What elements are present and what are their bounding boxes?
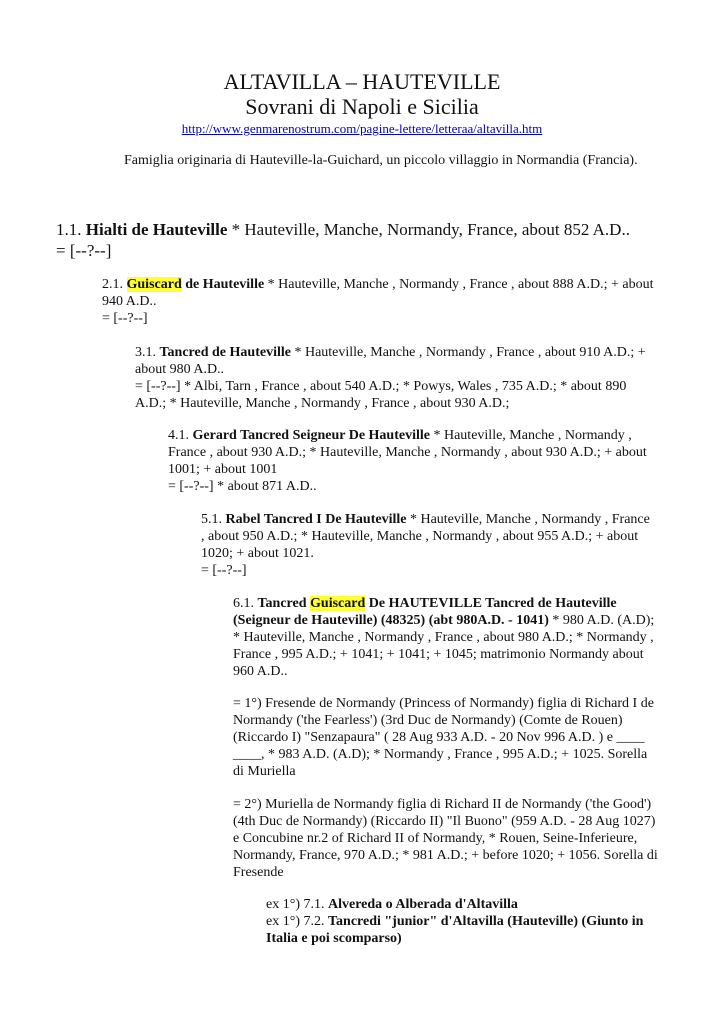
- document-title: ALTAVILLA – HAUTEVILLE: [223, 69, 501, 94]
- entry-name: Gerard Tancred Seigneur De Hauteville: [192, 428, 430, 443]
- child-name: Alvereda o Alberada d'Altavilla: [327, 897, 518, 912]
- entry-details: * Hauteville, Manche , Normandy , France , about 888 A.D.; + about 940 A.D..: [102, 277, 654, 309]
- child-entry: [266, 896, 656, 913]
- entry-spouse: = [--?--]: [102, 311, 148, 326]
- entry-number: 2.1.: [102, 277, 127, 292]
- entry-details: * Hauteville, Manche , Normandy , France , about 910 A.D.; + about 980 A.D..: [135, 345, 646, 377]
- genealogy-entry-2-1: [102, 276, 662, 327]
- entry-spouse: = [--?--]: [201, 563, 247, 578]
- marriage-2: = 2°) Muriella de Normandy figlia di Richard II de Normandy ('the Good') (4th Duc de Normandy) (Riccardo II) "Il Buono" (959 A.D. - 28 Aug 1027) e Concubine nr.2 of Richard II of Normandy, * Rouen, Seine-Inferieure, Normandy, France, 970 A.D.; * 981 A.D.; + before 1020; + 1056. Sorella di Fresende: [233, 797, 658, 880]
- entry-spouse: = [--?--]: [56, 241, 112, 260]
- entry-details: * 980 A.D. (A.D); * Hauteville, Manche , Normandy , France , about 980 A.D.; * Normandy , France , 995 A.D.; + 1041; + 1041; + 1045; matrimonio Normandy about 960 A.D..: [233, 613, 655, 679]
- child-name: Tancredi "junior" d'Altavilla (Hauteville) (Giunto in Italia e poi scomparso): [266, 914, 644, 946]
- entry-spouse: = [--?--] * Albi, Tarn , France , about 540 A.D.; * Powys, Wales , 735 A.D.; * about 890 A.D.; * Hauteville, Manche , Normandy , France , about 930 A.D.;: [135, 379, 627, 411]
- marriage-1: = 1°) Fresende de Normandy (Princess of Normandy) figlia di Richard I de Normandy ('the Fearless') (3rd Duc de Normandy) (Comte de Rouen) (Riccardo I) "Senzapaura" ( 28 Aug 933 A.D. - 20 Nov 996 A.D. ) e ____ ____, * 983 A.D. (A.D); * Normandy , France , 995 A.D.; + 1025. Sorella di Muriella: [233, 696, 654, 779]
- entry-name: Hialti de Hauteville: [85, 220, 228, 239]
- genealogy-entry-5-1: [201, 511, 656, 579]
- child-prefix: ex 1°) 7.1.: [266, 897, 328, 912]
- entry-details: * Hauteville, Manche, Normandy, France, about 852 A.D..: [227, 220, 630, 239]
- source-link[interactable]: http://www.genmarenostrum.com/pagine-lettere/letteraa/altavilla.htm: [181, 121, 543, 136]
- children-list: [266, 896, 656, 947]
- entry-name: Tancred de Hauteville: [159, 345, 291, 360]
- intro-paragraph: Famiglia originaria di Hauteville-la-Guichard, un piccolo villaggio in Normandia (Francia).: [124, 153, 638, 168]
- child-prefix: ex 1°) 7.2.: [266, 914, 328, 929]
- entry-name-rest: De HAUTEVILLE Tancred de Hauteville (Seigneur de Hauteville) (48325) (abt 980A.D. - 1041): [233, 596, 617, 628]
- entry-number: 1.1.: [56, 220, 86, 239]
- entry-number: 4.1.: [168, 428, 193, 443]
- entry-number: 5.1.: [201, 512, 226, 527]
- genealogy-entry-4-1: [168, 427, 658, 495]
- document-subtitle: Sovrani di Napoli e Sicilia: [245, 94, 479, 119]
- entry-spouse: = [--?--] * about 871 A.D..: [168, 479, 317, 494]
- child-entry: [266, 913, 656, 947]
- entry-details: * Hauteville, Manche , Normandy , France , about 950 A.D.; * Hauteville, Manche , Normandy , about 955 A.D.; + about 1020; + about 1021.: [201, 512, 650, 561]
- entry-name: Tancred: [257, 596, 311, 611]
- entry-number: 3.1.: [135, 345, 160, 360]
- highlighted-name: Guiscard: [126, 277, 182, 292]
- entry-number: 6.1.: [233, 596, 258, 611]
- entry-name: de Hauteville: [181, 277, 265, 292]
- entry-name: Rabel Tancred I De Hauteville: [225, 512, 407, 527]
- highlighted-name: Guiscard: [310, 596, 366, 611]
- genealogy-entry-1-1: [56, 219, 666, 261]
- entry-details: * Hauteville, Manche , Normandy , France , about 930 A.D.; * Hauteville, Manche , Normandy , about 930 A.D.; + about 1001; + about 1001: [168, 428, 647, 477]
- genealogy-entry-3-1: [135, 344, 655, 412]
- genealogy-entry-6-1: [233, 595, 658, 680]
